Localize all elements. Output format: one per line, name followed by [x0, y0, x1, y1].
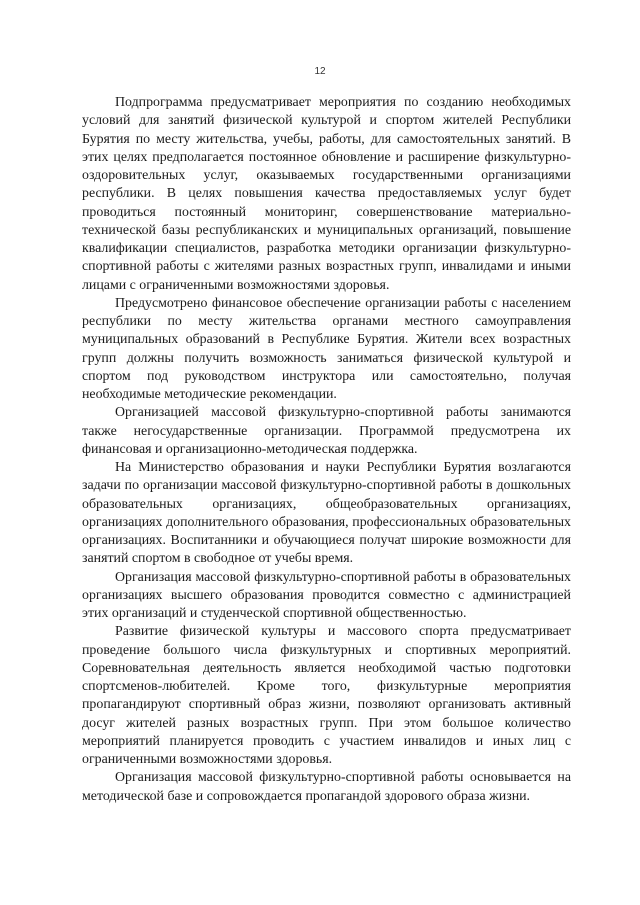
- paragraph: Предусмотрено финансовое обеспечение организации работы с населением республики по месту жительства органами местного самоуправления муниципальных образований в Республике Бурятия. Жители всех возрастных групп должны получить возможность заниматься физической культурой и спортом под руководством инструктора или самостоятельно, получая необходимые методические рекомендации.: [82, 295, 571, 402]
- paragraph: Организацией массовой физкультурно-спортивной работы занимаются также негосударственные организации. Программой предусмотрена их финансовая и организационно-методическая поддержка.: [82, 405, 571, 457]
- document-body: [82, 94, 571, 806]
- paragraph: Организация массовой физкультурно-спортивной работы основывается на методической базе и сопровождается пропагандой здорового образа жизни.: [82, 770, 571, 804]
- page-number: 12: [314, 66, 326, 77]
- paragraph: Развитие физической культуры и массового спорта предусматривает проведение большого числа физкультурных и спортивных мероприятий. Соревновательная деятельность является необходимой частью подготовки спортсменов-любителей. Кроме того, физкультурные мероприятия пропагандируют спортивный образ жизни, позволяют организовать активный досуг жителей разных возрастных групп. При этом большое количество мероприятий планируется проводить с участием инвалидов и иных лиц с ограниченными возможностями здоровья.: [82, 624, 571, 767]
- paragraph: Подпрограмма предусматривает мероприятия по созданию необходимых условий для занятий физической культурой и спортом жителей Республики Бурятия по месту жительства, учебы, работы, для самостоятельных занятий. В этих целях предполагается постоянное обновление и расширение физкультурно-оздоровительных услуг, оказываемых государственными организациями республики. В целях повышения качества предоставляемых услуг будет проводиться постоянный мониторинг, совершенствование материально-технической базы республиканских и муниципальных организаций, повышение квалификации специалистов, разработка методики организации физкультурно-спортивной работы с жителями разных возрастных групп, инвалидами и иными лицами с ограниченными возможностями здоровья.: [82, 95, 571, 293]
- paragraph: На Министерство образования и науки Республики Бурятия возлагаются задачи по организации массовой физкультурно-спортивной работы в дошкольных образовательных организациях, общеобразовательных организациях, организациях дополнительного образования, профессиональных образовательных организациях. Воспитанники и обучающиеся получат широкие возможности для занятий спортом в свободное от учебы время.: [82, 460, 571, 567]
- paragraph: Организация массовой физкультурно-спортивной работы в образовательных организациях высшего образования проводится совместно с администрацией этих организаций и студенческой спортивной общественностью.: [82, 569, 571, 621]
